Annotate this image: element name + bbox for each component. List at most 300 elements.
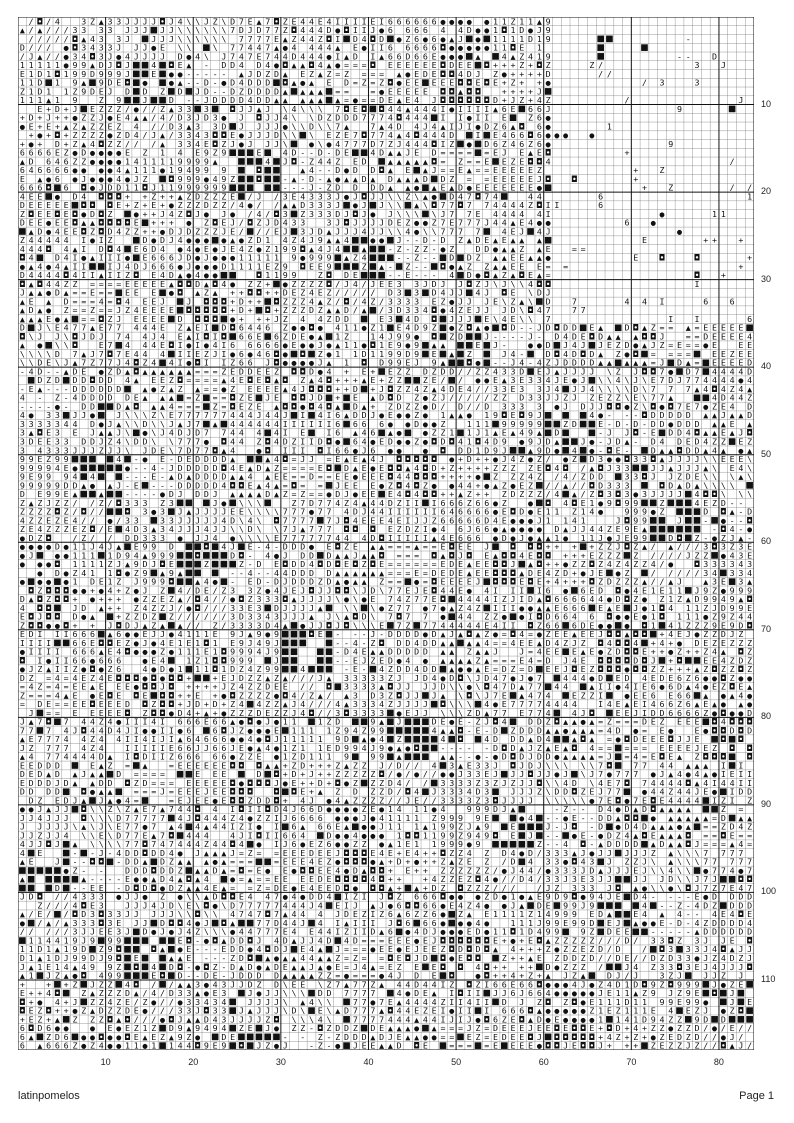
- stitch-symbol: ●: [370, 436, 375, 446]
- stitch-symbol: E: [248, 384, 253, 394]
- stitch-symbol: ●: [55, 620, 60, 630]
- stitch-symbol: D: [353, 507, 358, 517]
- stitch-symbol: D: [230, 17, 235, 26]
- stitch-symbol: [492, 158, 499, 165]
- stitch-symbol: J: [143, 95, 148, 105]
- stitch-symbol: ◘: [466, 279, 473, 289]
- stitch-symbol: \: [195, 17, 200, 26]
- stitch-symbol: J: [143, 638, 148, 648]
- stitch-symbol: =: [370, 86, 375, 96]
- stitch-symbol: -: [414, 235, 419, 245]
- stitch-symbol: J: [730, 533, 735, 543]
- stitch-symbol: ▲: [344, 174, 349, 184]
- stitch-symbol: 3: [414, 305, 419, 315]
- stitch-symbol: D: [256, 86, 261, 96]
- stitch-symbol: ◘: [98, 638, 105, 648]
- stitch-symbol: Z: [221, 585, 226, 595]
- stitch-symbol: Z: [519, 60, 524, 70]
- stitch-symbol: E: [388, 340, 393, 350]
- stitch-symbol: [650, 517, 657, 524]
- stitch-symbol: J: [178, 226, 183, 236]
- stitch-symbol: D: [651, 410, 656, 420]
- stitch-symbol: I: [440, 104, 445, 114]
- stitch-symbol: J: [248, 104, 253, 114]
- stitch-symbol: ▲: [405, 174, 410, 184]
- stitch-symbol: ◘: [466, 629, 473, 639]
- stitch-symbol: 6: [388, 25, 393, 35]
- stitch-symbol: ◘: [623, 454, 630, 464]
- stitch-symbol: E: [151, 472, 156, 482]
- stitch-symbol: J: [335, 620, 340, 630]
- stitch-symbol: 6: [423, 43, 428, 53]
- stitch-symbol: +: [467, 463, 472, 473]
- stitch-symbol: +: [256, 314, 261, 324]
- stitch-symbol: 1: [563, 515, 568, 525]
- stitch-symbol: ◘: [641, 410, 648, 420]
- stitch-symbol: \: [64, 331, 69, 341]
- stitch-symbol: ◘: [63, 270, 70, 280]
- stitch-symbol: 4: [29, 366, 34, 376]
- stitch-symbol: /: [221, 603, 226, 613]
- stitch-symbol: E: [46, 358, 51, 368]
- stitch-symbol: 6: [169, 253, 174, 263]
- stitch-symbol: \: [344, 603, 349, 613]
- stitch-symbol: ●: [327, 489, 332, 499]
- stitch-symbol: Z: [256, 279, 261, 289]
- stitch-symbol: 4: [493, 620, 498, 630]
- stitch-symbol: [326, 631, 333, 638]
- stitch-symbol: ●: [300, 401, 305, 411]
- stitch-symbol: ●: [405, 340, 410, 350]
- stitch-symbol: J: [300, 454, 305, 464]
- stitch-symbol: /: [265, 209, 270, 219]
- stitch-symbol: 3: [116, 34, 121, 44]
- stitch-symbol: D: [388, 629, 393, 639]
- stitch-symbol: 4: [239, 419, 244, 429]
- stitch-symbol: ●: [283, 358, 288, 368]
- stitch-symbol: 7: [546, 305, 551, 315]
- stitch-symbol: D: [467, 270, 472, 280]
- stitch-symbol: 4: [204, 577, 209, 587]
- stitch-symbol: /: [475, 384, 480, 394]
- stitch-symbol: D: [239, 366, 244, 376]
- stitch-symbol: E: [537, 577, 542, 587]
- stitch-symbol: ●: [230, 533, 235, 543]
- stitch-symbol: J: [248, 130, 253, 140]
- stitch-symbol: ▲: [712, 410, 717, 420]
- stitch-symbol: /: [677, 550, 682, 560]
- stitch-symbol: ◘: [80, 226, 87, 236]
- stitch-symbol: 6: [458, 524, 463, 534]
- stitch-symbol: /: [598, 69, 603, 79]
- stitch-symbol: ◘: [492, 568, 499, 578]
- stitch-symbol: Z: [607, 393, 612, 403]
- stitch-symbol: ◘: [597, 638, 604, 648]
- stitch-symbol: ◘: [343, 218, 350, 228]
- stitch-symbol: [203, 394, 210, 401]
- stitch-symbol: 9: [318, 235, 323, 245]
- stitch-symbol: D: [169, 270, 174, 280]
- stitch-symbol: E: [309, 261, 314, 271]
- stitch-symbol: ◘: [80, 200, 87, 210]
- stitch-symbol: ◘: [518, 121, 525, 131]
- stitch-symbol: E: [528, 550, 533, 560]
- stitch-symbol: ●: [519, 603, 524, 613]
- stitch-symbol: 7: [440, 200, 445, 210]
- stitch-symbol: Z: [344, 498, 349, 508]
- stitch-symbol: Z: [72, 86, 77, 96]
- stitch-symbol: [168, 508, 175, 515]
- stitch-symbol: D: [134, 524, 139, 534]
- stitch-symbol: -: [64, 384, 69, 394]
- stitch-symbol: J: [519, 533, 524, 543]
- stitch-symbol: E: [458, 577, 463, 587]
- stitch-symbol: I: [46, 638, 51, 648]
- stitch-symbol: I: [116, 253, 121, 263]
- stitch-symbol: D: [423, 366, 428, 376]
- stitch-symbol: E: [90, 288, 95, 298]
- stitch-symbol: ●: [449, 261, 454, 271]
- stitch-symbol: ◘: [457, 78, 464, 88]
- stitch-symbol: J: [134, 17, 139, 26]
- stitch-symbol: +: [230, 296, 235, 306]
- stitch-symbol: -: [423, 270, 428, 280]
- stitch-symbol: D: [344, 305, 349, 315]
- stitch-symbol: ●: [116, 148, 121, 158]
- stitch-symbol: Z: [55, 524, 60, 534]
- stitch-symbol: \: [397, 191, 402, 201]
- stitch-symbol: [711, 517, 718, 524]
- stitch-symbol: ●: [624, 612, 629, 622]
- stitch-symbol: 4: [738, 366, 743, 376]
- stitch-symbol: [580, 421, 587, 428]
- stitch-symbol: Z: [563, 393, 568, 403]
- stitch-symbol: E: [318, 17, 323, 26]
- stitch-symbol: -: [335, 647, 340, 657]
- stitch-symbol: [711, 552, 718, 559]
- stitch-symbol: =: [90, 296, 95, 306]
- stitch-symbol: +: [344, 375, 349, 385]
- stitch-symbol: 1: [677, 612, 682, 622]
- stitch-symbol: [115, 473, 122, 480]
- stitch-symbol: 4: [432, 104, 437, 114]
- stitch-symbol: ●: [624, 401, 629, 411]
- stitch-symbol: E: [432, 349, 437, 359]
- stitch-symbol: \: [432, 226, 437, 236]
- stitch-symbol: 4: [440, 384, 445, 394]
- stitch-symbol: Z: [502, 463, 507, 473]
- stitch-symbol: J: [151, 34, 156, 44]
- stitch-symbol: 4: [318, 51, 323, 61]
- stitch-symbol: I: [414, 533, 419, 543]
- stitch-symbol: 7: [327, 498, 332, 508]
- stitch-symbol: ▲: [160, 139, 165, 149]
- stitch-symbol: 1: [72, 559, 77, 569]
- stitch-symbol: 4: [397, 472, 402, 482]
- stitch-symbol: 4: [248, 323, 253, 333]
- stitch-symbol: Z: [116, 121, 121, 131]
- stitch-symbol: 4: [309, 34, 314, 44]
- stitch-symbol: 1: [589, 498, 594, 508]
- stitch-symbol: 1: [195, 647, 200, 657]
- stitch-symbol: E: [432, 375, 437, 385]
- stitch-symbol: Z: [467, 261, 472, 271]
- stitch-symbol: ●: [642, 603, 647, 613]
- stitch-symbol: ▲: [344, 454, 349, 464]
- stitch-symbol: [422, 351, 429, 358]
- stitch-symbol: Z: [537, 472, 542, 482]
- stitch-symbol: [203, 403, 210, 410]
- stitch-symbol: E: [519, 174, 524, 184]
- stitch-symbol: =: [695, 323, 700, 333]
- stitch-symbol: 1: [581, 515, 586, 525]
- stitch-symbol: ▲: [151, 366, 156, 376]
- stitch-symbol: \: [519, 305, 524, 315]
- stitch-symbol: 4: [589, 594, 594, 604]
- stitch-symbol: 1: [169, 183, 174, 193]
- stitch-symbol: [326, 657, 333, 664]
- stitch-symbol: ●: [475, 472, 480, 482]
- stitch-symbol: D: [423, 69, 428, 79]
- stitch-symbol: \: [239, 498, 244, 508]
- stitch-symbol: ◘: [536, 542, 543, 552]
- stitch-symbol: ◘: [553, 323, 560, 333]
- stitch-symbol: [361, 316, 368, 323]
- stitch-symbol: ◘: [536, 279, 543, 289]
- stitch-symbol: ◘: [334, 585, 341, 595]
- stitch-symbol: 6: [248, 340, 253, 350]
- stitch-symbol: 1: [651, 603, 656, 613]
- stitch-symbol: 4: [458, 191, 463, 201]
- stitch-symbol: Z: [37, 533, 42, 543]
- stitch-symbol: Z: [230, 358, 235, 368]
- stitch-symbol: +: [440, 463, 445, 473]
- stitch-symbol: I: [475, 113, 480, 123]
- stitch-symbol: +: [274, 288, 279, 298]
- stitch-symbol: D: [107, 393, 112, 403]
- stitch-symbol: -: [230, 568, 235, 578]
- stitch-symbol: 3: [230, 612, 235, 622]
- stitch-symbol: /: [116, 515, 121, 525]
- stitch-symbol: ▲: [432, 340, 437, 350]
- stitch-symbol: E: [160, 305, 165, 315]
- stitch-symbol: J: [116, 43, 121, 53]
- stitch-symbol: J: [125, 69, 130, 79]
- stitch-symbol: -: [160, 463, 165, 473]
- stitch-symbol: [676, 500, 683, 507]
- stitch-symbol: [203, 44, 210, 51]
- stitch-symbol: /: [46, 43, 51, 53]
- stitch-symbol: E: [519, 165, 524, 175]
- stitch-symbol: 4: [659, 436, 664, 446]
- stitch-symbol: ▲: [362, 305, 367, 315]
- stitch-symbol: I: [502, 603, 507, 613]
- stitch-symbol: ▲: [353, 174, 358, 184]
- stitch-symbol: 4: [116, 454, 121, 464]
- stitch-symbol: 9: [213, 183, 218, 193]
- stitch-symbol: Z: [467, 647, 472, 657]
- stitch-symbol: \: [309, 130, 314, 140]
- stitch-symbol: 3: [511, 401, 516, 411]
- stitch-symbol: J: [213, 524, 218, 534]
- stitch-symbol: Z: [64, 498, 69, 508]
- stitch-symbol: D: [712, 51, 717, 61]
- stitch-symbol: ◘: [28, 585, 35, 595]
- stitch-symbol: [650, 526, 657, 533]
- stitch-symbol: -: [747, 533, 752, 543]
- stitch-symbol: ▲: [125, 401, 130, 411]
- stitch-symbol: E: [738, 340, 743, 350]
- stitch-symbol: 9: [291, 270, 296, 280]
- stitch-symbol: \: [502, 296, 507, 306]
- stitch-symbol: Z: [160, 86, 165, 96]
- stitch-symbol: Z: [195, 393, 200, 403]
- stitch-symbol: 4: [291, 104, 296, 114]
- stitch-symbol: Z: [607, 550, 612, 560]
- stitch-symbol: J: [248, 25, 253, 35]
- stitch-symbol: [361, 272, 368, 279]
- stitch-symbol: 3: [55, 428, 60, 438]
- stitch-symbol: ▲: [449, 349, 454, 359]
- stitch-symbol: -: [432, 270, 437, 280]
- stitch-symbol: D: [195, 463, 200, 473]
- stitch-symbol: ▲: [537, 17, 542, 26]
- stitch-symbol: D: [204, 463, 209, 473]
- stitch-symbol: =: [686, 349, 691, 359]
- stitch-symbol: 3: [642, 489, 647, 499]
- stitch-symbol: ●: [90, 148, 95, 158]
- stitch-symbol: 9: [55, 489, 60, 499]
- stitch-symbol: \: [370, 620, 375, 630]
- stitch-symbol: ●: [160, 226, 165, 236]
- stitch-symbol: -: [20, 366, 25, 376]
- stitch-symbol: ▲: [46, 95, 51, 105]
- stitch-symbol: ●: [607, 594, 612, 604]
- stitch-symbol: \: [248, 507, 253, 517]
- stitch-symbol: D: [90, 384, 95, 394]
- stitch-symbol: 3: [388, 296, 393, 306]
- stitch-symbol: 3: [160, 515, 165, 525]
- stitch-symbol: E: [29, 191, 34, 201]
- stitch-symbol: ●: [90, 480, 95, 490]
- stitch-symbol: Z: [291, 296, 296, 306]
- stitch-symbol: 4: [46, 270, 51, 280]
- stitch-symbol: 4: [659, 638, 664, 648]
- stitch-symbol: D: [572, 331, 577, 341]
- stitch-symbol: D: [116, 183, 121, 193]
- stitch-symbol: /: [344, 288, 349, 298]
- stitch-symbol: +: [440, 489, 445, 499]
- stitch-symbol: /: [239, 218, 244, 228]
- stitch-symbol: +: [116, 603, 121, 613]
- stitch-symbol: 4: [721, 375, 726, 385]
- stitch-symbol: [396, 316, 403, 323]
- stitch-symbol: ◘: [562, 463, 569, 473]
- stitch-symbol: D: [248, 366, 253, 376]
- stitch-symbol: ●: [414, 183, 419, 193]
- stitch-symbol: 6: [581, 594, 586, 604]
- stitch-symbol: 7: [309, 524, 314, 534]
- stitch-symbol: [659, 517, 666, 524]
- stitch-symbol: ●: [440, 51, 445, 61]
- stitch-symbol: ◘: [483, 95, 490, 105]
- stitch-symbol: E: [405, 358, 410, 368]
- stitch-symbol: ●: [169, 78, 174, 88]
- stitch-symbol: ◘: [247, 288, 254, 298]
- stitch-symbol: [676, 508, 683, 515]
- stitch-symbol: =: [107, 279, 112, 289]
- stitch-symbol: ●: [475, 43, 480, 53]
- stitch-symbol: 3: [125, 498, 130, 508]
- stitch-symbol: D: [344, 463, 349, 473]
- stitch-symbol: ▲: [388, 183, 393, 193]
- stitch-symbol: \: [730, 480, 735, 490]
- stitch-symbol: ◘: [501, 25, 508, 35]
- stitch-symbol: [615, 324, 622, 331]
- stitch-symbol: ▲: [239, 472, 244, 482]
- stitch-symbol: ◘: [290, 480, 297, 490]
- stitch-symbol: D: [29, 113, 34, 123]
- stitch-symbol: =: [388, 559, 393, 569]
- stitch-symbol: E: [589, 550, 594, 560]
- stitch-symbol: 9: [642, 515, 647, 525]
- stitch-symbol: ▲: [309, 375, 314, 385]
- stitch-symbol: ●: [81, 253, 86, 263]
- stitch-symbol: D: [221, 261, 226, 271]
- stitch-symbol: D: [484, 244, 489, 254]
- stitch-symbol: D: [493, 436, 498, 446]
- stitch-symbol: \: [397, 226, 402, 236]
- stitch-symbol: 4: [405, 472, 410, 482]
- stitch-symbol: E: [195, 323, 200, 333]
- stitch-symbol: /: [353, 296, 358, 306]
- stitch-symbol: 4: [29, 165, 34, 175]
- stitch-symbol: [80, 473, 87, 480]
- stitch-symbol: ◘: [545, 594, 552, 604]
- stitch-symbol: /: [440, 401, 445, 411]
- stitch-symbol: 3: [230, 603, 235, 613]
- stitch-symbol: D: [265, 78, 270, 88]
- stitch-symbol: J: [116, 261, 121, 271]
- stitch-symbol: J: [563, 401, 568, 411]
- stitch-symbol: ●: [213, 261, 218, 271]
- stitch-symbol: [133, 254, 140, 261]
- stitch-symbol: [413, 377, 420, 384]
- stitch-symbol: 7: [291, 507, 296, 517]
- stitch-symbol: [659, 657, 666, 664]
- stitch-symbol: J: [160, 51, 165, 61]
- stitch-symbol: [475, 62, 482, 69]
- stitch-symbol: ●: [423, 34, 428, 44]
- stitch-symbol: [264, 605, 271, 612]
- stitch-symbol: E: [467, 542, 472, 552]
- stitch-symbol: E: [151, 305, 156, 315]
- stitch-symbol: [159, 176, 166, 183]
- stitch-symbol: ●: [125, 463, 130, 473]
- stitch-symbol: 9: [265, 638, 270, 648]
- stitch-symbol: 4: [64, 253, 69, 263]
- stitch-symbol: -: [493, 358, 498, 368]
- stitch-symbol: ●: [72, 165, 77, 175]
- stitch-symbol: J: [213, 489, 218, 499]
- stitch-symbol: Z: [598, 559, 603, 569]
- stitch-symbol: J: [81, 174, 86, 184]
- stitch-symbol: \: [125, 428, 130, 438]
- stitch-symbol: Z: [318, 349, 323, 359]
- stitch-symbol: 4: [502, 314, 507, 324]
- stitch-symbol: E: [64, 218, 69, 228]
- stitch-symbol: D: [29, 629, 34, 639]
